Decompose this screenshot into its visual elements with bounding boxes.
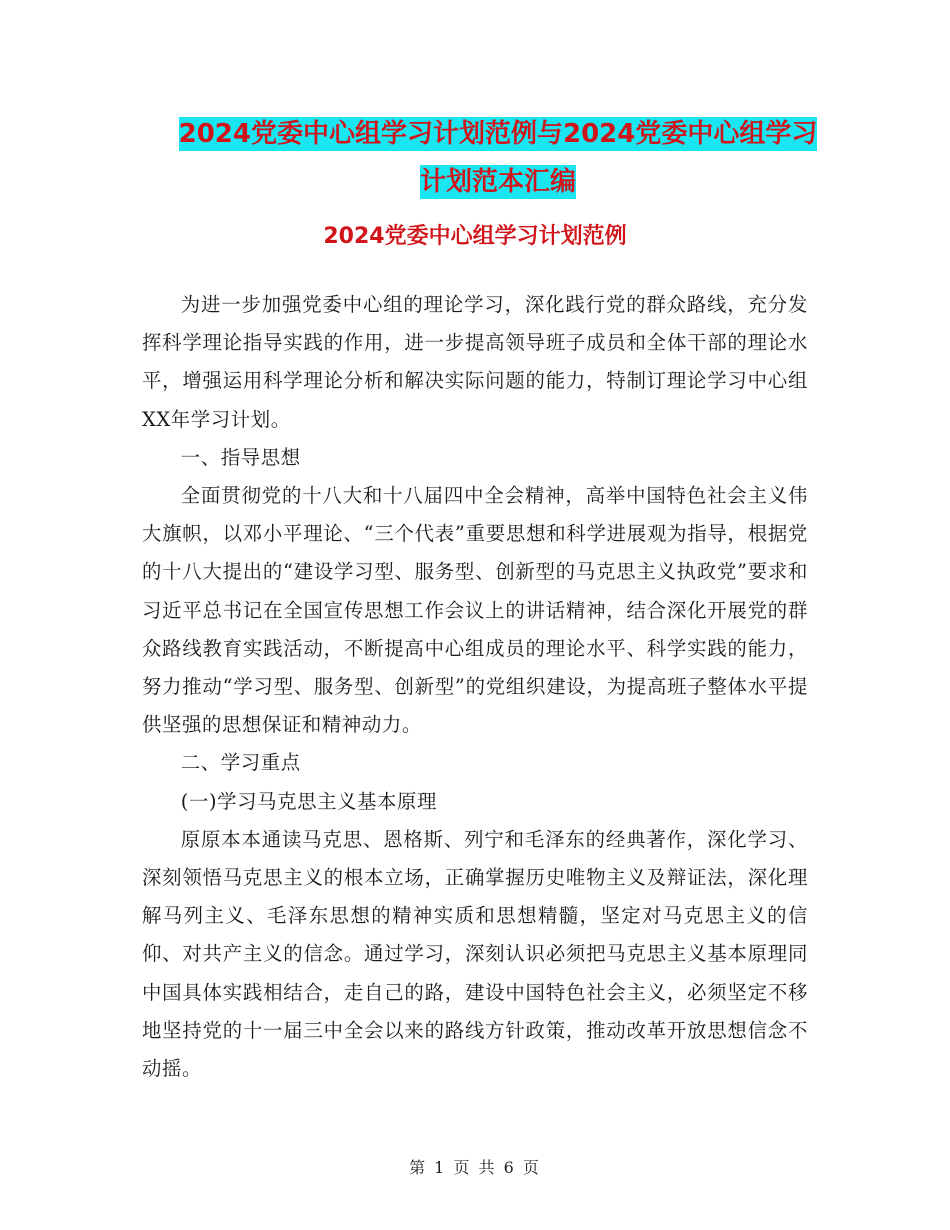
subheading-marxism-principles: (一)学习马克思主义基本原理	[180, 789, 438, 813]
document-title-line1: 2024党委中心组学习计划范例与2024党委中心组学习	[178, 119, 818, 149]
paragraph-marxism-principles: 原原本本通读马克思、恩格斯、列宁和毛泽东的经典著作，深化学习、深刻领悟马克思主义的根本立场，正确掌握历史唯物主义及辩证法，深化理解马列主义、毛泽东思想的精神实质和思想精髓，坚定对马克思主义的信仰、对共产主义的信念。通过学习，深刻认识必须把马克思主义基本原理同中国具体实践相结合，走自己的路，建设中国特色社会主义，必须坚定不移地坚持党的十一届三中全会以来的路线方针政策，推动改革开放思想信念不动摇。	[142, 827, 808, 1081]
document-title-line2: 计划范本汇编	[419, 167, 576, 197]
document-title	[140, 110, 856, 206]
heading-study-focus: 二、学习重点	[180, 751, 301, 775]
heading-guiding-ideology: 一、指导思想	[180, 445, 301, 469]
page-footer: 第 1 页 共 6 页	[409, 1158, 541, 1177]
paragraph-intro: 为进一步加强党委中心组的理论学习，深化践行党的群众路线，充分发挥科学理论指导实践的作用，进一步提高领导班子成员和全体干部的理论水平，增强运用科学理论分析和解决实际问题的能力，特制订理论学习中心组XX年学习计划。	[142, 293, 808, 431]
paragraph-guiding-ideology: 全面贯彻党的十八大和十八届四中全会精神，高举中国特色社会主义伟大旗帜，以邓小平理论、“三个代表”重要思想和科学进展观为指导，根据党的十八大提出的“建设学习型、服务型、创新型的马克思主义执政党”要求和习近平总书记在全国宣传思想工作会议上的讲话精神，结合深化开展党的群众路线教育实践活动，不断提高中心组成员的理论水平、科学实践的能力，努力推动“学习型、服务型、创新型”的党组织建设，为提高班子整体水平提供坚强的思想保证和精神动力。	[142, 484, 808, 737]
section-title: 2024党委中心组学习计划范例	[323, 224, 627, 249]
document-body	[142, 286, 808, 1088]
